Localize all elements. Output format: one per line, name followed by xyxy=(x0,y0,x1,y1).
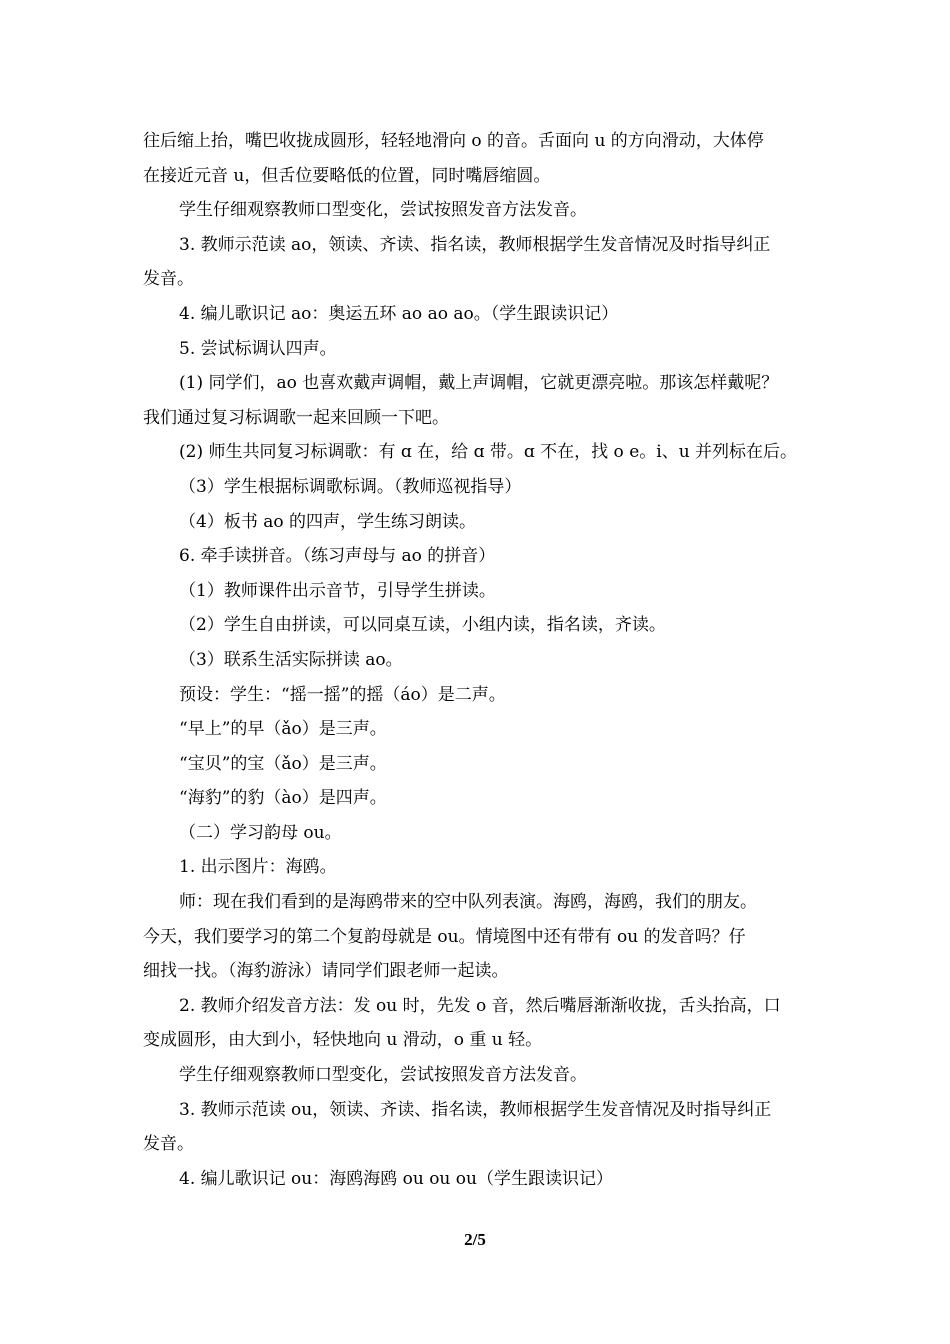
paragraph-line: （3）联系生活实际拼读 ao。 xyxy=(179,649,403,670)
section-heading: （二）学习韵母 ou。 xyxy=(179,822,342,843)
paragraph-line: 细找一找。（海豹游泳）请同学们跟老师一起读。 xyxy=(143,961,509,982)
paragraph-line: （3）学生根据标调歌标调。（教师巡视指导） xyxy=(179,476,522,497)
paragraph-line: 发音。 xyxy=(143,1134,194,1155)
paragraph-line: 今天，我们要学习的第二个复韵母就是 ou。情境图中还有带有 ou 的发音吗？仔 xyxy=(143,926,746,947)
paragraph-line: （2）学生自由拼读，可以同桌互读，小组内读，指名读，齐读。 xyxy=(179,615,666,636)
paragraph-line: “宝贝”的宝（ǎo）是三声。 xyxy=(179,753,387,774)
paragraph-line: 学生仔细观察教师口型变化，尝试按照发音方法发音。 xyxy=(179,1065,587,1086)
document-body xyxy=(143,124,811,1196)
paragraph-line: 往后缩上抬，嘴巴收拢成圆形，轻轻地滑向 o 的音。舌面向 u 的方向滑动，大体停 xyxy=(143,131,764,151)
paragraph-line: 发音。 xyxy=(143,269,194,290)
paragraph-line: （4）板书 ao 的四声，学生练习朗读。 xyxy=(179,511,476,532)
paragraph-line: “早上”的早（ǎo）是三声。 xyxy=(179,719,387,740)
paragraph-line: 变成圆形，由大到小，轻快地向 u 滑动，o 重 u 轻。 xyxy=(143,1030,543,1051)
paragraph-line: 6. 牵手读拼音。（练习声母与 ao 的拼音） xyxy=(179,546,496,567)
paragraph-line: 5. 尝试标调认四声。 xyxy=(179,338,337,359)
paragraph-line: 4. 编儿歌识记 ao：奥运五环 ao ao ao。（学生跟读识记） xyxy=(179,303,619,324)
paragraph-line: 我们通过复习标调歌一起来回顾一下吧。 xyxy=(143,407,449,428)
paragraph-line: “海豹”的豹（ào）是四声。 xyxy=(179,788,387,809)
paragraph-line: （1）教师课件出示音节，引导学生拼读。 xyxy=(179,580,496,601)
paragraph-line: 2. 教师介绍发音方法：发 ou 时，先发 o 音，然后嘴唇渐渐收拢，舌头抬高，口 xyxy=(179,995,781,1016)
page-number: 2/5 xyxy=(464,1230,486,1249)
paragraph-line: 1. 出示图片：海鸥。 xyxy=(179,857,337,878)
paragraph-line: 3. 教师示范读 ao，领读、齐读、指名读，教师根据学生发音情况及时指导纠正 xyxy=(179,234,771,255)
paragraph-line: 在接近元音 u，但舌位要略低的位置，同时嘴唇缩圆。 xyxy=(143,165,551,186)
paragraph-line: 师：现在我们看到的是海鸥带来的空中队列表演。海鸥，海鸥，我们的朋友。 xyxy=(179,892,757,913)
paragraph-line: 3. 教师示范读 ou，领读、齐读、指名读，教师根据学生发音情况及时指导纠正 xyxy=(179,1099,772,1120)
paragraph-line: 4. 编儿歌识记 ou：海鸥海鸥 ou ou ou（学生跟读识记） xyxy=(179,1168,613,1189)
paragraph-line: (2) 师生共同复习标调歌：有 ɑ 在，给 ɑ 带。ɑ 不在，找 o e。i、u 并列标在后。 xyxy=(179,442,798,463)
paragraph-line: (1) 同学们，ao 也喜欢戴声调帽，戴上声调帽，它就更漂亮啦。那该怎样戴呢？ xyxy=(179,373,779,394)
paragraph-line: 学生仔细观察教师口型变化，尝试按照发音方法发音。 xyxy=(179,200,587,221)
paragraph-line: 预设：学生：“摇一摇”的摇（áo）是二声。 xyxy=(179,684,506,705)
